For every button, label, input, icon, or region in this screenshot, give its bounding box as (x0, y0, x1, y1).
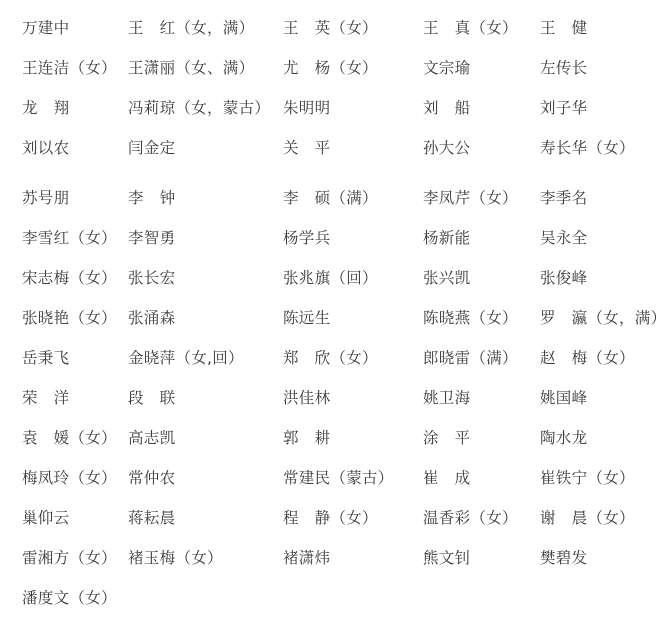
name-entry: 陈晓燕（女） (423, 309, 518, 327)
name-entry: 金晓萍（女,回） (128, 349, 244, 367)
name-entry: 吴永全 (540, 229, 588, 247)
name-entry: 关 平 (283, 139, 331, 157)
name-entry: 宋志梅（女） (22, 269, 117, 287)
name-entry: 张俊峰 (540, 269, 588, 287)
name-entry: 李雪红（女） (22, 229, 117, 247)
name-entry: 蒋耘晨 (128, 509, 176, 527)
name-entry: 褚潇炜 (283, 549, 331, 567)
name-entry: 潘度文（女） (22, 589, 117, 607)
name-row (0, 506, 670, 530)
name-entry: 王 真（女） (423, 19, 518, 37)
name-entry: 姚卫海 (423, 389, 471, 407)
name-entry: 高志凯 (128, 429, 176, 447)
name-entry: 荣 洋 (22, 389, 70, 407)
name-entry: 刘 船 (423, 99, 471, 117)
name-row (0, 136, 670, 160)
name-entry: 张涌森 (128, 309, 176, 327)
name-entry: 陶水龙 (540, 429, 588, 447)
name-row (0, 386, 670, 410)
name-entry: 樊碧发 (540, 549, 588, 567)
name-row (0, 346, 670, 370)
name-entry: 李智勇 (128, 229, 176, 247)
name-entry: 王潇丽（女、满） (128, 59, 255, 77)
name-entry: 张长宏 (128, 269, 176, 287)
name-entry: 尤 杨（女） (283, 59, 378, 77)
name-row (0, 16, 670, 40)
name-row (0, 56, 670, 80)
name-row (0, 226, 670, 250)
name-row (0, 586, 670, 610)
name-row (0, 266, 670, 290)
name-entry: 涂 平 (423, 429, 471, 447)
name-entry: 朱明明 (283, 99, 331, 117)
name-entry: 陈远生 (283, 309, 331, 327)
name-entry: 郭 耕 (283, 429, 331, 447)
name-entry: 张兆旗（回） (283, 269, 378, 287)
name-entry: 郑 欣（女） (283, 349, 378, 367)
name-entry: 李 硕（满） (283, 189, 378, 207)
name-entry: 雷湘方（女） (22, 549, 117, 567)
name-entry: 崔 成 (423, 469, 471, 487)
name-row (0, 306, 670, 330)
name-entry: 段 联 (128, 389, 176, 407)
name-entry: 罗 瀛（女，满） (540, 309, 667, 327)
name-entry: 张晓艳（女） (22, 309, 117, 327)
name-entry: 张兴凯 (423, 269, 471, 287)
name-entry: 文宗瑜 (423, 59, 471, 77)
name-entry: 程 静（女） (283, 509, 378, 527)
name-row (0, 426, 670, 450)
name-entry: 王 英（女） (283, 19, 378, 37)
name-entry: 常仲农 (128, 469, 176, 487)
name-entry: 梅凤玲（女） (22, 469, 117, 487)
name-entry: 李季名 (540, 189, 588, 207)
name-entry: 温香彩（女） (423, 509, 518, 527)
name-entry: 刘以农 (22, 139, 70, 157)
name-entry: 苏号朋 (22, 189, 70, 207)
name-entry: 寿长华（女） (540, 139, 635, 157)
name-entry: 谢 晨（女） (540, 509, 635, 527)
name-entry: 王 健 (540, 19, 588, 37)
name-entry: 冯莉琼（女，蒙古） (128, 99, 271, 117)
name-entry: 常建民（蒙古） (283, 469, 394, 487)
name-row (0, 186, 670, 210)
name-entry: 王连洁（女） (22, 59, 117, 77)
name-entry: 姚国峰 (540, 389, 588, 407)
name-entry: 闫金定 (128, 139, 176, 157)
name-entry: 万建中 (22, 19, 70, 37)
name-entry: 李 钟 (128, 189, 176, 207)
name-row (0, 96, 670, 120)
name-entry: 郎晓雷（满） (423, 349, 518, 367)
name-entry: 岳秉飞 (22, 349, 70, 367)
name-entry: 杨学兵 (283, 229, 331, 247)
name-entry: 赵 梅（女） (540, 349, 635, 367)
name-entry: 刘子华 (540, 99, 588, 117)
name-entry: 熊文钊 (423, 549, 471, 567)
name-entry: 洪佳林 (283, 389, 331, 407)
name-entry: 李凤芹（女） (423, 189, 518, 207)
name-entry: 崔铁宁（女） (540, 469, 635, 487)
name-row (0, 466, 670, 490)
name-entry: 褚玉梅（女） (128, 549, 223, 567)
name-entry: 左传长 (540, 59, 588, 77)
name-entry: 王 红（女，满） (128, 19, 255, 37)
name-entry: 杨新能 (423, 229, 471, 247)
name-entry: 孙大公 (423, 139, 471, 157)
name-row (0, 546, 670, 570)
name-entry: 巢仰云 (22, 509, 70, 527)
name-entry: 袁 媛（女） (22, 429, 117, 447)
name-entry: 龙 翔 (22, 99, 70, 117)
